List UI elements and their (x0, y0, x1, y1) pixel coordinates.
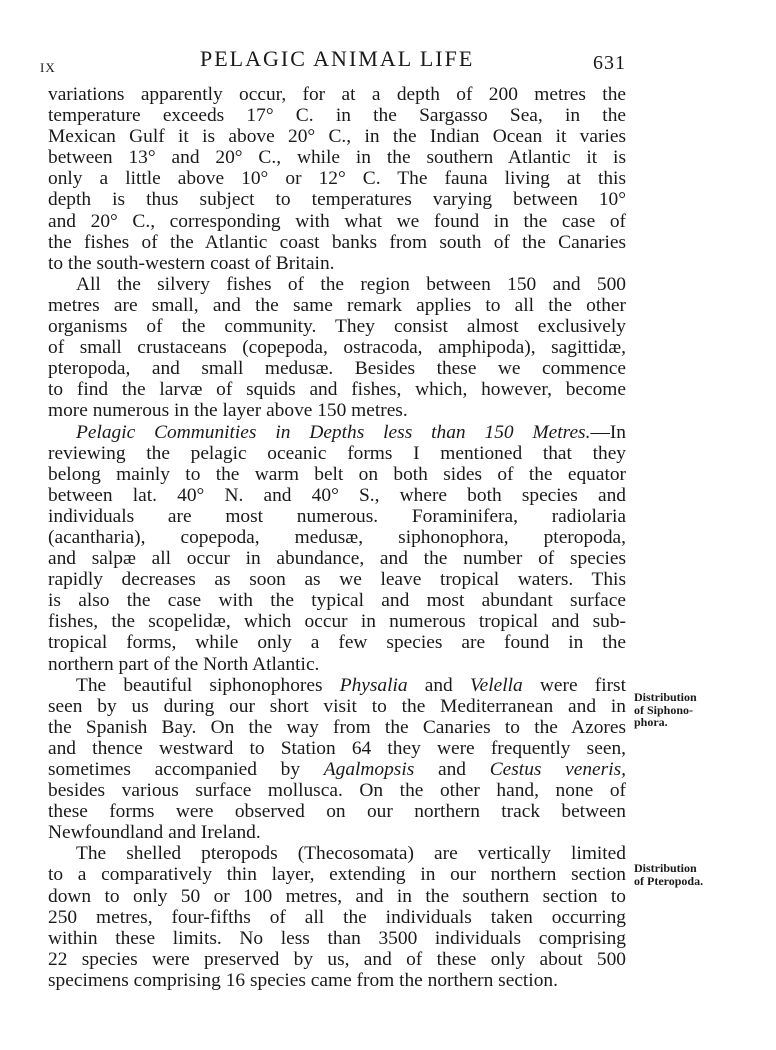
text-line: only a little above 10° or 12° C. The fauna living at this (48, 168, 626, 190)
text-line: these forms were observed on our northern track between (48, 801, 626, 823)
running-title: PELAGIC ANIMAL LIFE (200, 46, 475, 71)
margin-note-pteropoda (634, 862, 744, 887)
text-line: more numerous in the layer above 150 metres. (48, 400, 408, 422)
text-line: (acantharia), copepoda, medusæ, siphonophora, pteropoda, (48, 526, 626, 548)
text-line: between 13° and 20° C., while in the southern Atlantic it is (48, 147, 626, 169)
text-line: belong mainly to the warm belt on both sides of the equator (48, 463, 626, 485)
text-line: is also the case with the typical and most abundant surface (48, 590, 626, 612)
text-line: to find the larvæ of squids and fishes, which, however, become (48, 379, 626, 401)
text-line: Newfoundland and Ireland. (48, 822, 261, 844)
text-line: to a comparatively thin layer, extending in our northern section (48, 864, 626, 886)
margin-note-line: phora. (634, 715, 668, 729)
text-line: between lat. 40° N. and 40° S., where both species and (48, 484, 626, 506)
text-line: 22 species were preserved by us, and of these only about 500 (48, 948, 626, 970)
margin-note-siphonophora (634, 691, 744, 729)
text-fragment: and (414, 759, 490, 780)
text-line: tropical forms, while only a few species are found in the (48, 632, 626, 654)
text-line: the Spanish Bay. On the way from the Canaries to the Azores (48, 716, 626, 738)
section-heading: Pelagic Communities in Depths less than 150 Metres. (76, 421, 591, 443)
text-line-mixed (48, 759, 626, 780)
text-line: and thence westward to Station 64 they were frequently seen, (48, 737, 626, 759)
text-fragment: and (407, 674, 470, 696)
chapter-number: IX (40, 60, 56, 75)
text-line: reviewing the pelagic oceanic forms I mentioned that they (48, 442, 626, 464)
text-line: pteropoda, and small medusæ. Besides these we commence (48, 358, 626, 380)
text-line: fishes, the scopelidæ, which occur in numerous tropical and sub- (48, 611, 626, 633)
text-line: All the silvery fishes of the region between 150 and 500 (76, 273, 626, 295)
body-text (48, 84, 626, 991)
margin-note-line: Distribution (634, 690, 697, 704)
text-line: and 20° C., corresponding with what we found in the case of (48, 210, 626, 232)
text-line: rapidly decreases as soon as we leave tropical waters. This (48, 569, 626, 591)
text-line: depth is thus subject to temperatures varying between 10° (48, 189, 626, 211)
text-line: the fishes of the Atlantic coast banks from south of the Canaries (48, 231, 626, 253)
text-line: within these limits. No less than 3500 individuals comprising (48, 927, 626, 949)
text-line: Mexican Gulf it is above 20° C., in the Indian Ocean it varies (48, 126, 626, 148)
italic-term: Cestus veneris, (489, 759, 626, 780)
text-line-mixed (48, 675, 626, 696)
text-line: temperature exceeds 17° C. in the Sargasso Sea, in the (48, 105, 626, 127)
text-line: down to only 50 or 100 metres, and in the southern section to (48, 885, 626, 907)
text-line: individuals are most numerous. Foraminifera, radiolaria (48, 505, 626, 527)
text-line: seen by us during our short visit to the Mediterranean and in (48, 695, 626, 717)
text-line: metres are small, and the same remark applies to all the other (48, 294, 626, 316)
text-line: to the south-western coast of Britain. (48, 252, 335, 274)
text-fragment: were first (522, 674, 626, 696)
text-line: of small crustaceans (copepoda, ostracoda, amphipoda), sagittidæ, (48, 337, 626, 359)
margin-note-line: Distribution (634, 861, 697, 875)
margin-note-line: of Siphono- (634, 702, 694, 717)
text-line: 250 metres, four-fifths of all the individuals taken occurring (48, 906, 626, 928)
italic-term: Velella (469, 674, 523, 696)
text-line: besides various surface mollusca. On the other hand, none of (48, 780, 626, 802)
page-number: 631 (593, 52, 626, 74)
italic-term: Physalia (339, 674, 408, 696)
text-fragment: sometimes accompanied by (48, 759, 324, 780)
section-heading-line (48, 422, 626, 443)
text-line: and salpæ all occur in abundance, and the number of species (48, 548, 626, 570)
margin-note-line: of Pteropoda. (634, 873, 704, 888)
italic-term: Agalmopsis (323, 759, 415, 780)
text-fragment: —In (590, 421, 626, 443)
text-line: specimens comprising 16 species came from the northern section. (48, 969, 558, 991)
running-header (40, 46, 626, 76)
text-line: variations apparently occur, for at a depth of 200 metres the (48, 84, 626, 105)
text-line: The shelled pteropods (Thecosomata) are vertically limited (76, 843, 626, 865)
text-line: organisms of the community. They consist almost exclusively (48, 316, 626, 338)
text-line: northern part of the North Atlantic. (48, 653, 320, 675)
text-fragment: The beautiful siphonophores (76, 674, 340, 696)
